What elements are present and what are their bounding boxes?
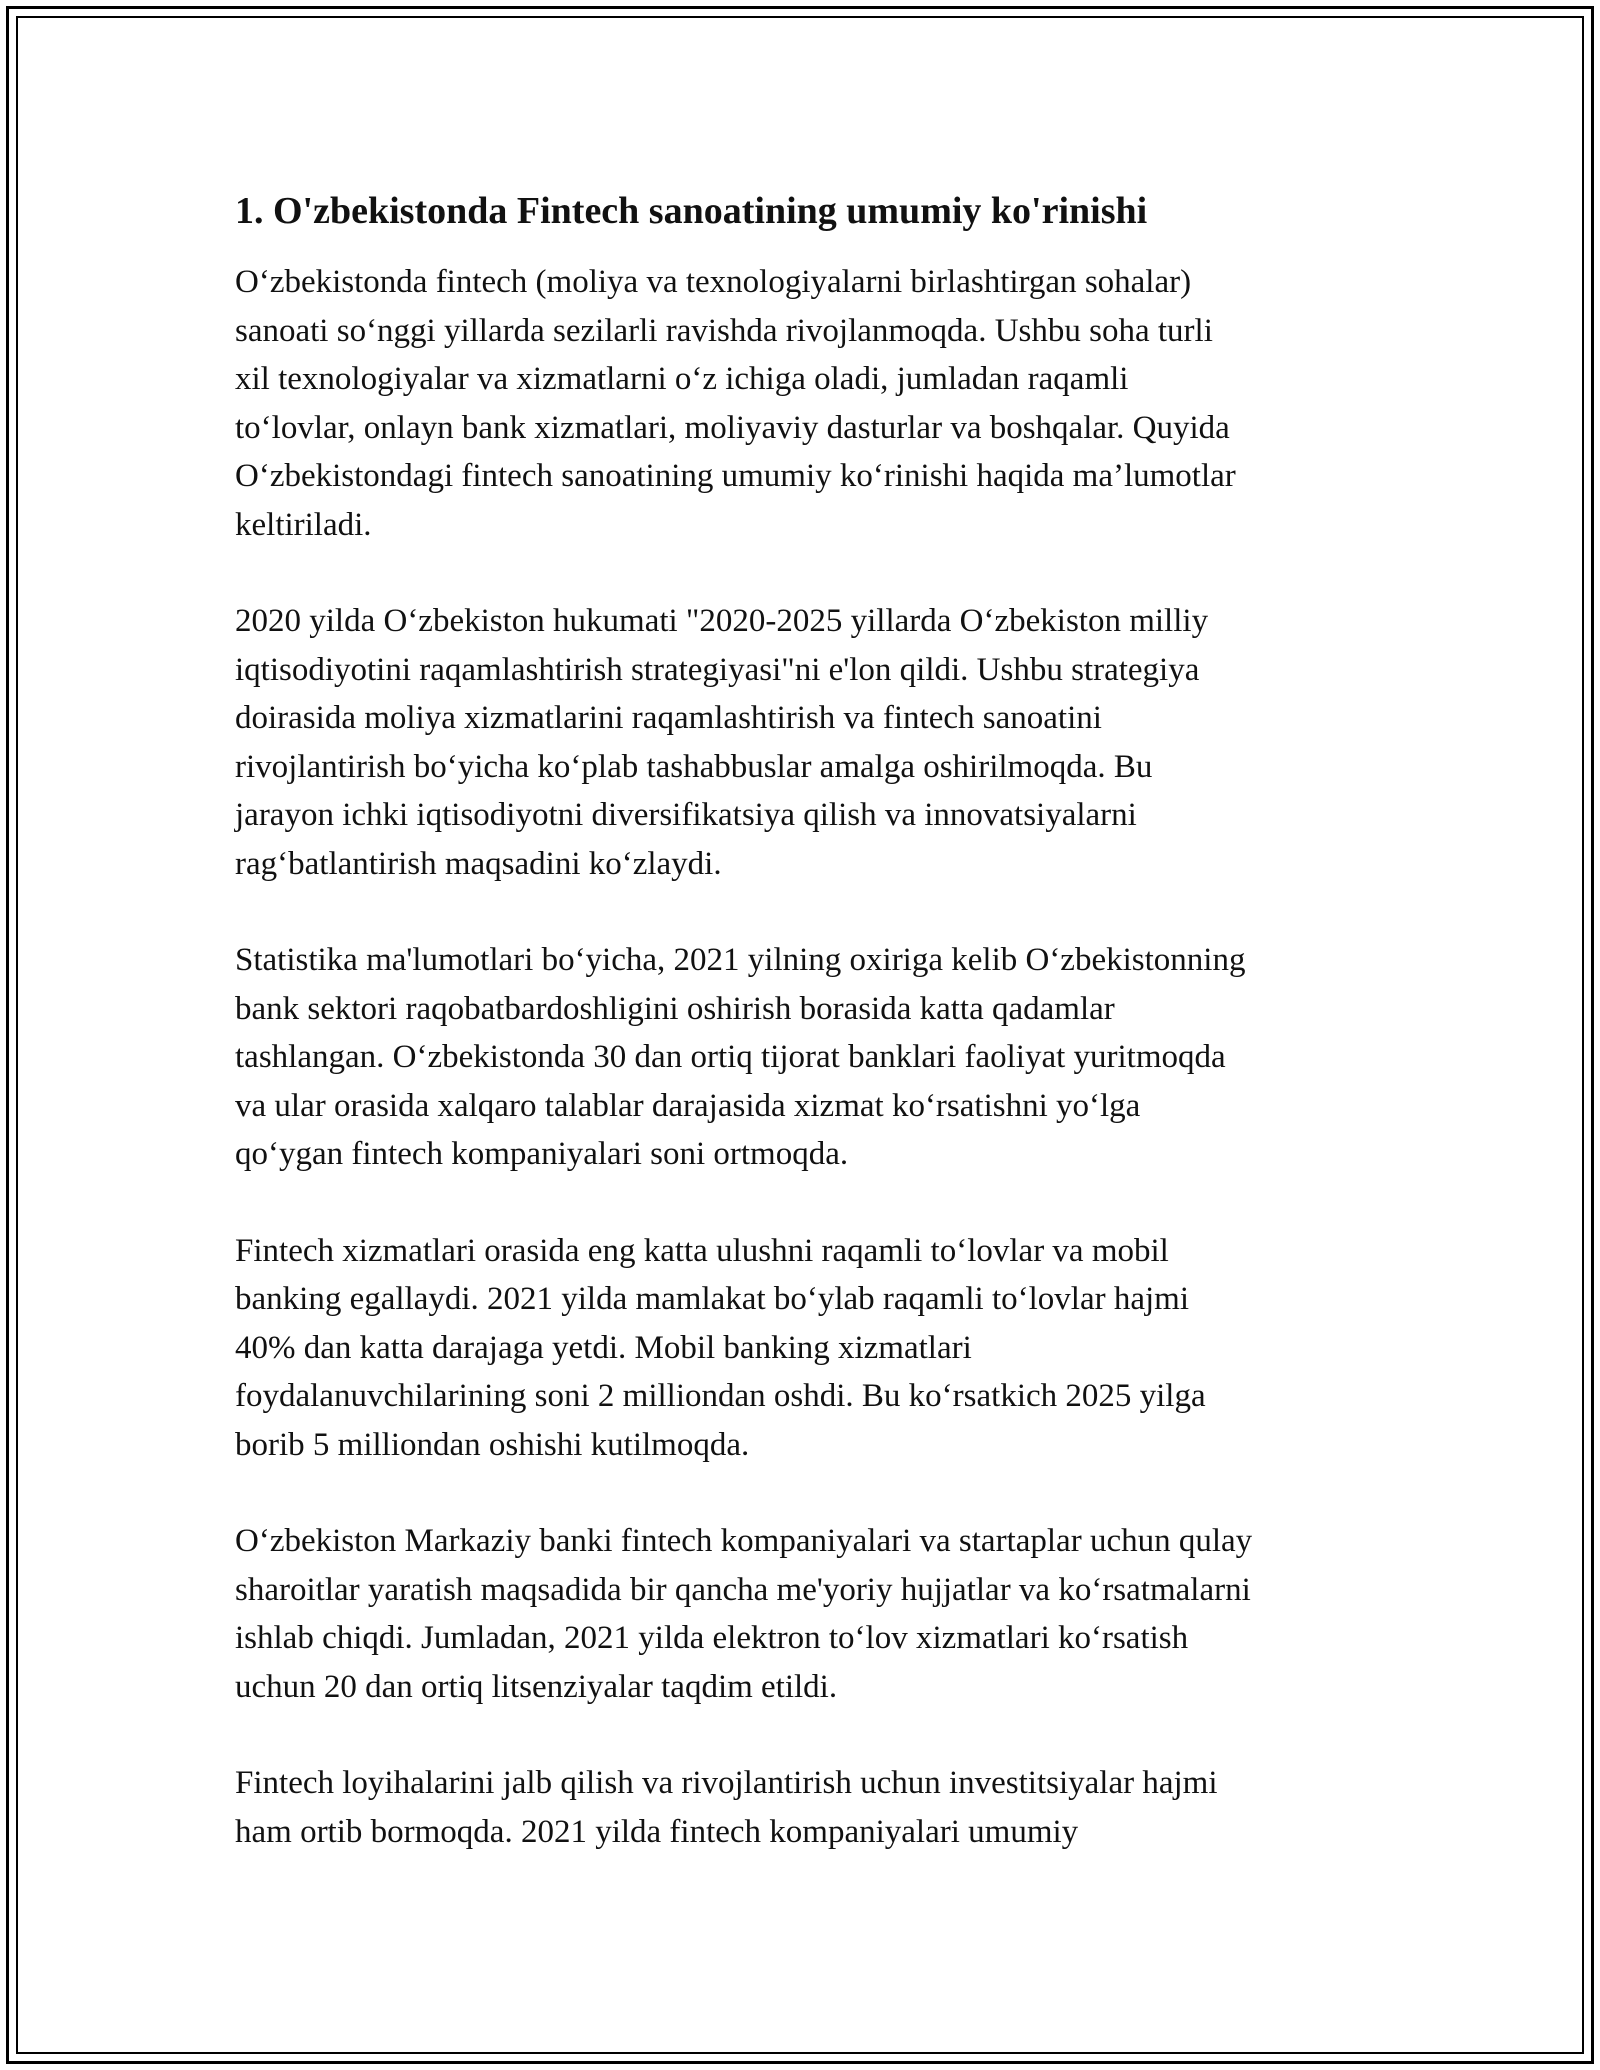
text-line: sanoati so‘nggi yillarda sezilarli ravishda rivojlanmoqda. Ushbu soha turli <box>235 312 1213 349</box>
text-line: ishlab chiqdi. Jumladan, 2021 yilda elektron to‘lov xizmatlari ko‘rsatish <box>235 1620 1189 1656</box>
paragraph-4 <box>235 1227 1385 1470</box>
text-line: 2020 yilda O‘zbekiston hukumati "2020-2025 yillarda O‘zbekiston milliy <box>235 603 1209 639</box>
text-line: rag‘batlantirish maqsadini ko‘zlaydi. <box>235 845 722 882</box>
text-line: to‘lovlar, onlayn bank xizmatlari, moliyaviy dasturlar va boshqalar. Quyida <box>235 409 1230 446</box>
text-line: iqtisodiyotini raqamlashtirish strategiyasi"ni e'lon qildi. Ushbu strategiya <box>235 651 1200 688</box>
text-line: foydalanuvchilarining soni 2 milliondan oshdi. Bu ko‘rsatkich 2025 yilga <box>235 1378 1206 1414</box>
text-line: Fintech loyihalarini jalb qilish va rivojlantirish uchun investitsiyalar hajmi <box>235 1765 1218 1801</box>
text-line: Fintech xizmatlari orasida eng katta ulushni raqamli to‘lovlar va mobil <box>235 1232 1169 1269</box>
text-line: xil texnologiyalar va xizmatlarni o‘z ichiga oladi, jumladan raqamli <box>235 361 1129 397</box>
text-line: doirasida moliya xizmatlarini raqamlashtirish va fintech sanoatini <box>235 700 1102 736</box>
paragraph-3 <box>235 936 1385 1179</box>
paragraph-1 <box>235 258 1385 549</box>
text-line: sharoitlar yaratish maqsadida bir qancha me'yoriy hujjatlar va ko‘rsatmalarni <box>235 1571 1251 1608</box>
paragraph-5 <box>235 1517 1385 1711</box>
text-line: tashlangan. O‘zbekistonda 30 dan ortiq tijorat banklari faoliyat yuritmoqda <box>235 1039 1226 1075</box>
text-line: borib 5 milliondan oshishi kutilmoqda. <box>235 1426 750 1463</box>
paragraph-2 <box>235 597 1385 888</box>
text-line: bank sektori raqobatbardoshligini oshirish borasida katta qadamlar <box>235 990 1115 1027</box>
text-line: banking egallaydi. 2021 yilda mamlakat bo‘ylab raqamli to‘lovlar hajmi <box>235 1281 1189 1317</box>
document-body <box>235 186 1385 1904</box>
text-line: keltiriladi. <box>235 506 372 543</box>
text-line: va ular orasida xalqaro talablar darajasida xizmat ko‘rsatishni yo‘lga <box>235 1087 1141 1124</box>
text-line: ham ortib bormoqda. 2021 yilda fintech kompaniyalari umumiy <box>235 1813 1079 1850</box>
text-line: Statistika ma'lumotlari bo‘yicha, 2021 yilning oxiriga kelib O‘zbekistonning <box>235 942 1246 978</box>
text-line: uchun 20 dan ortiq litsenziyalar taqdim etildi. <box>235 1668 838 1705</box>
text-line: rivojlantirish bo‘yicha ko‘plab tashabbuslar amalga oshirilmoqda. Bu <box>235 748 1153 785</box>
text-line: qo‘ygan fintech kompaniyalari soni ortmoqda. <box>235 1136 849 1172</box>
text-line: O‘zbekiston Markaziy banki fintech kompaniyalari va startaplar uchun qulay <box>235 1523 1253 1559</box>
text-line: O‘zbekistondagi fintech sanoatining umumiy ko‘rinishi haqida ma’lumotlar <box>235 458 1236 494</box>
text-line: O‘zbekistonda fintech (moliya va texnologiyalarni birlashtirgan sohalar) <box>235 264 1192 300</box>
text-line: jarayon ichki iqtisodiyotni diversifikatsiya qilish va innovatsiyalarni <box>235 797 1137 833</box>
paragraph-6 <box>235 1759 1385 1856</box>
text-line: 40% dan katta darajaga yetdi. Mobil banking xizmatlari <box>235 1329 972 1366</box>
section-heading: 1. O'zbekistonda Fintech sanoatining umumiy ko'rinishi <box>235 190 1148 232</box>
